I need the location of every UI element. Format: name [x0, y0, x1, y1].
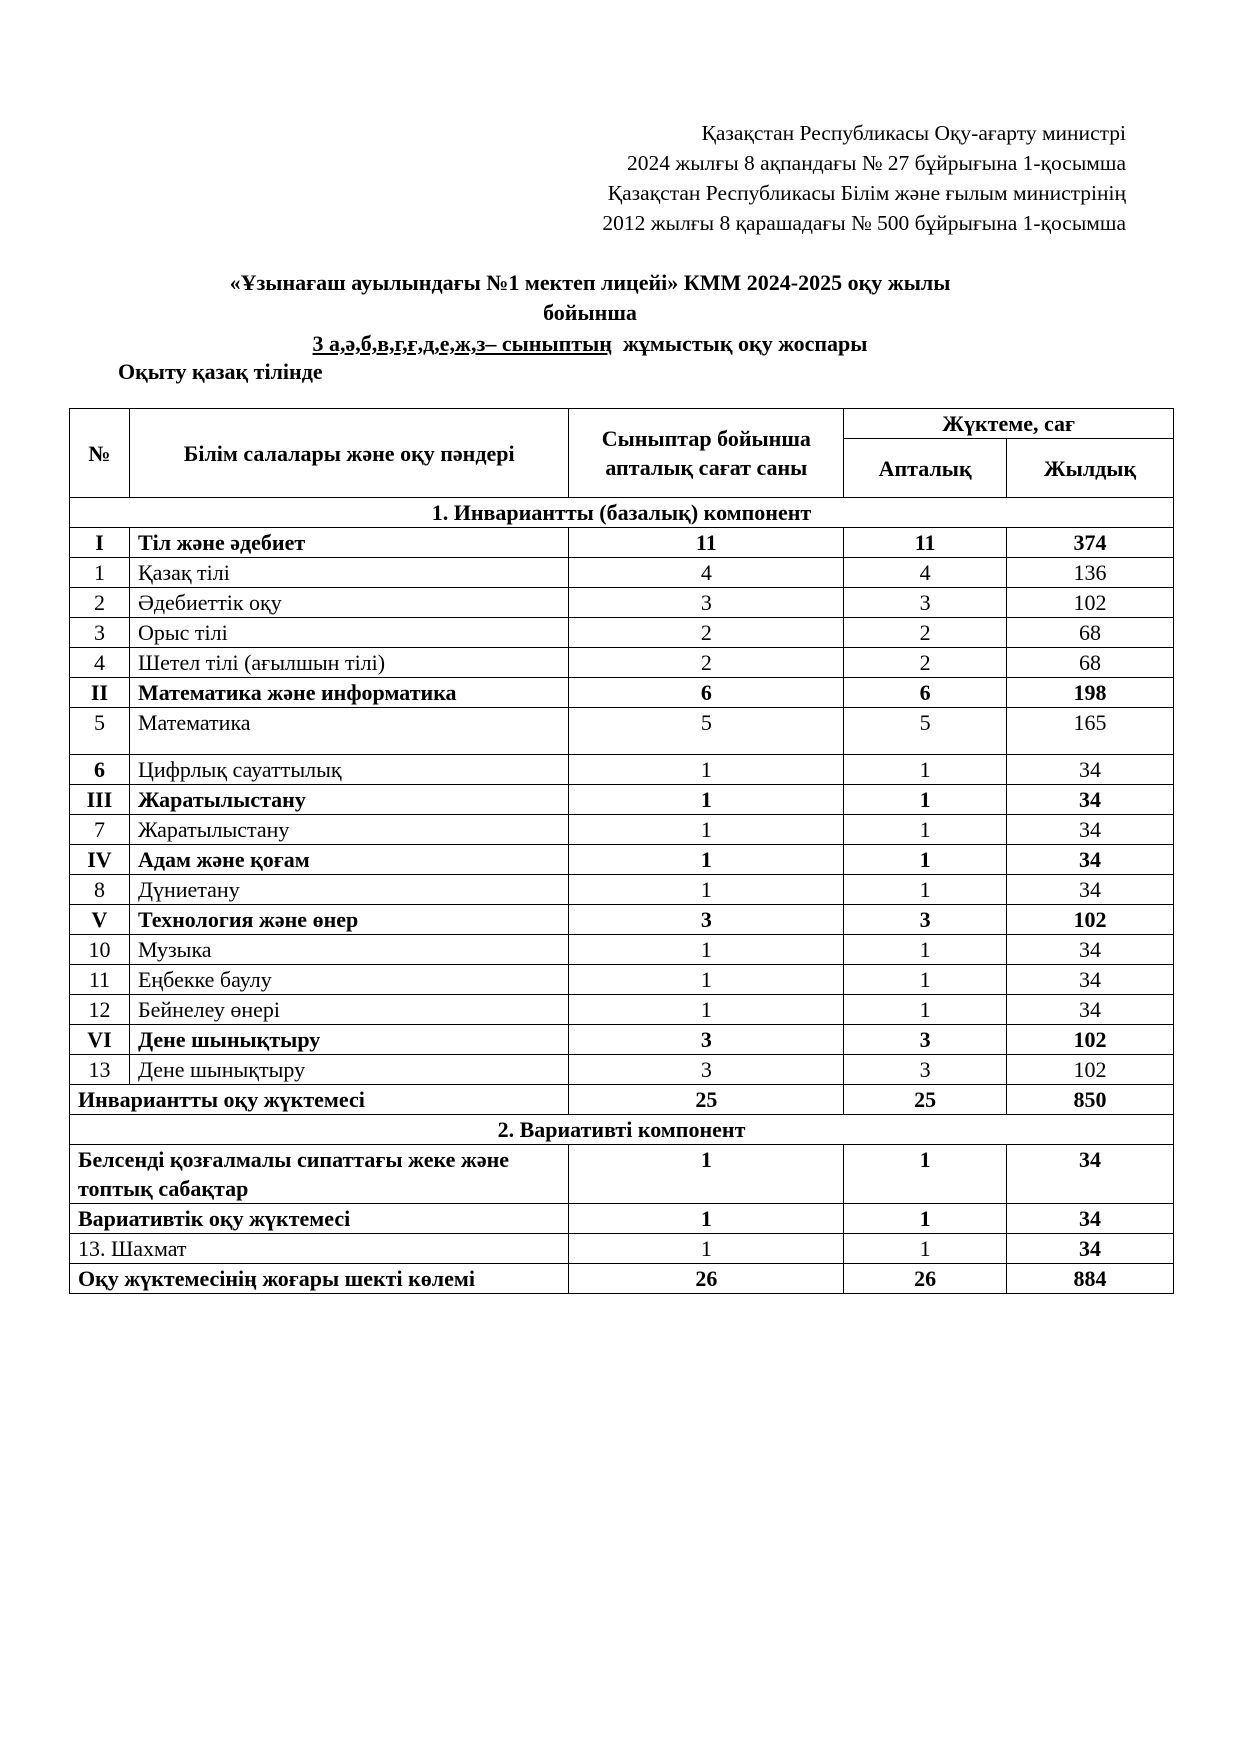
weekly-load: 1 — [844, 1234, 1007, 1264]
summary-label: Вариативтік оқу жүктемесі — [70, 1204, 569, 1234]
subject-row — [70, 755, 1174, 785]
yearly-load: 34 — [1007, 875, 1174, 905]
yearly-load: 850 — [1007, 1085, 1174, 1115]
section-title: 2. Вариативті компонент — [70, 1115, 1174, 1145]
yearly-load: 136 — [1007, 558, 1174, 588]
subject-name: Цифрлық сауаттылық — [129, 755, 569, 785]
subject-name: Тіл және әдебиет — [129, 528, 569, 558]
summary-label: Инвариантты оқу жүктемесі — [70, 1085, 569, 1115]
weekly-load: 26 — [844, 1264, 1007, 1294]
yearly-load: 102 — [1007, 1025, 1174, 1055]
hours-per-week-by-class: 2 — [569, 648, 844, 678]
max-load-row — [70, 1264, 1174, 1294]
summary-label: Оқу жүктемесінің жоғары шекті көлемі — [70, 1264, 569, 1294]
row-number: 12 — [70, 995, 130, 1025]
section-row — [70, 498, 1174, 528]
weekly-load: 1 — [844, 755, 1007, 785]
yearly-load: 374 — [1007, 528, 1174, 558]
yearly-load: 102 — [1007, 1055, 1174, 1085]
group-row — [70, 905, 1174, 935]
subject-row — [70, 995, 1174, 1025]
subject-row — [70, 618, 1174, 648]
subject-name: Адам және қоғам — [129, 845, 569, 875]
yearly-load: 165 — [1007, 708, 1174, 755]
yearly-load: 34 — [1007, 815, 1174, 845]
hours-per-week-by-class: 1 — [569, 995, 844, 1025]
subject-name: Дене шынықтыру — [129, 1055, 569, 1085]
document-title-cont: бойынша — [543, 300, 637, 325]
row-number: 5 — [70, 708, 130, 755]
invariant-total-row — [70, 1085, 1174, 1115]
weekly-load: 1 — [844, 875, 1007, 905]
row-number: 7 — [70, 815, 130, 845]
language-of-instruction: Оқыту қазақ тілінде — [118, 359, 323, 384]
yearly-load: 102 — [1007, 905, 1174, 935]
row-number: 4 — [70, 648, 130, 678]
subject-row — [70, 965, 1174, 995]
hours-per-week-by-class: 3 — [569, 1055, 844, 1085]
col-header-hours: Сыныптар бойынша апталық сағат саны — [569, 409, 844, 498]
subject-row — [70, 815, 1174, 845]
yearly-load: 34 — [1007, 995, 1174, 1025]
subject-row — [70, 588, 1174, 618]
subject-row — [70, 935, 1174, 965]
document-header — [602, 118, 1126, 238]
row-number: V — [70, 905, 130, 935]
summary-label: Белсенді қозғалмалы сипаттағы жеке және топтық сабақтар — [70, 1145, 569, 1204]
col-header-subject: Білім салалары және оқу пәндері — [129, 409, 569, 498]
hours-per-week-by-class: 1 — [569, 1145, 844, 1204]
header-line: 2012 жылғы 8 қарашадағы № 500 бұйрығына 1-қосымша — [602, 211, 1126, 235]
plan-name: жұмыстық оқу жоспары — [611, 331, 868, 356]
hours-per-week-by-class: 1 — [569, 875, 844, 905]
class-list: 3 а,ә,б,в,г,ғ,д,е,ж,з– сыныптың — [312, 331, 612, 356]
row-number: IV — [70, 845, 130, 875]
hours-per-week-by-class: 1 — [569, 815, 844, 845]
hours-per-week-by-class: 1 — [569, 785, 844, 815]
yearly-load: 34 — [1007, 965, 1174, 995]
weekly-load: 1 — [844, 815, 1007, 845]
weekly-load: 1 — [844, 1145, 1007, 1204]
subject-row — [70, 1055, 1174, 1085]
yearly-load: 68 — [1007, 648, 1174, 678]
hours-per-week-by-class: 3 — [569, 905, 844, 935]
weekly-load: 1 — [844, 965, 1007, 995]
weekly-load: 1 — [844, 785, 1007, 815]
curriculum-table — [69, 408, 1174, 1294]
subject-name: Жаратылыстану — [129, 785, 569, 815]
subject-name: Бейнелеу өнері — [129, 995, 569, 1025]
yearly-load: 102 — [1007, 588, 1174, 618]
hours-per-week-by-class: 25 — [569, 1085, 844, 1115]
subject-name: Музыка — [129, 935, 569, 965]
weekly-load: 6 — [844, 678, 1007, 708]
summary-label: 13. Шахмат — [70, 1234, 569, 1264]
yearly-load: 34 — [1007, 755, 1174, 785]
active-lessons-row — [70, 1145, 1174, 1204]
variative-total-row — [70, 1204, 1174, 1234]
weekly-load: 5 — [844, 708, 1007, 755]
col-header-no: № — [70, 409, 130, 498]
yearly-load: 34 — [1007, 785, 1174, 815]
section-title: 1. Инвариантты (базалық) компонент — [70, 498, 1174, 528]
hours-per-week-by-class: 1 — [569, 1234, 844, 1264]
hours-per-week-by-class: 1 — [569, 935, 844, 965]
hours-per-week-by-class: 3 — [569, 588, 844, 618]
subject-name: Технология және өнер — [129, 905, 569, 935]
weekly-load: 1 — [844, 1204, 1007, 1234]
chess-row — [70, 1234, 1174, 1264]
weekly-load: 1 — [844, 845, 1007, 875]
header-line: Қазақстан Республикасы Білім және ғылым министрінің — [607, 181, 1126, 205]
yearly-load: 198 — [1007, 678, 1174, 708]
group-row — [70, 528, 1174, 558]
header-line: 2024 жылғы 8 ақпандағы № 27 бұйрығына 1-қосымша — [626, 151, 1126, 175]
row-number: I — [70, 528, 130, 558]
yearly-load: 884 — [1007, 1264, 1174, 1294]
subject-name: Жаратылыстану — [129, 815, 569, 845]
subject-name: Қазақ тілі — [129, 558, 569, 588]
yearly-load: 34 — [1007, 1145, 1174, 1204]
row-number: 11 — [70, 965, 130, 995]
document-subtitle — [0, 328, 1180, 359]
subject-name: Дене шынықтыру — [129, 1025, 569, 1055]
weekly-load: 2 — [844, 648, 1007, 678]
col-header-yearly: Жылдық — [1007, 439, 1174, 498]
hours-per-week-by-class: 11 — [569, 528, 844, 558]
yearly-load: 34 — [1007, 1204, 1174, 1234]
group-row — [70, 678, 1174, 708]
subject-name: Математика және информатика — [129, 678, 569, 708]
subject-row — [70, 875, 1174, 905]
row-number: 8 — [70, 875, 130, 905]
hours-per-week-by-class: 1 — [569, 755, 844, 785]
section-row — [70, 1115, 1174, 1145]
hours-per-week-by-class: 3 — [569, 1025, 844, 1055]
hours-per-week-by-class: 5 — [569, 708, 844, 755]
weekly-load: 3 — [844, 588, 1007, 618]
group-row — [70, 845, 1174, 875]
row-number: 2 — [70, 588, 130, 618]
weekly-load: 4 — [844, 558, 1007, 588]
row-number: 10 — [70, 935, 130, 965]
subject-name: Дүниетану — [129, 875, 569, 905]
weekly-load: 11 — [844, 528, 1007, 558]
yearly-load: 34 — [1007, 935, 1174, 965]
yearly-load: 34 — [1007, 1234, 1174, 1264]
group-row — [70, 1025, 1174, 1055]
row-number: III — [70, 785, 130, 815]
row-number: 6 — [70, 755, 130, 785]
group-row — [70, 785, 1174, 815]
document-title: «Ұзынағаш ауылындағы №1 мектеп лицейі» КММ 2024-2025 оқу жылы — [229, 270, 951, 295]
hours-per-week-by-class: 6 — [569, 678, 844, 708]
hours-per-week-by-class: 4 — [569, 558, 844, 588]
subject-row — [70, 648, 1174, 678]
weekly-load: 3 — [844, 1055, 1007, 1085]
col-header-load: Жүктеме, сағ — [844, 409, 1174, 439]
subject-row — [70, 558, 1174, 588]
subject-name: Орыс тілі — [129, 618, 569, 648]
weekly-load: 1 — [844, 935, 1007, 965]
weekly-load: 3 — [844, 905, 1007, 935]
header-row — [70, 409, 1174, 439]
subject-name: Еңбекке баулу — [129, 965, 569, 995]
hours-per-week-by-class: 26 — [569, 1264, 844, 1294]
subject-name: Шетел тілі (ағылшын тілі) — [129, 648, 569, 678]
row-number: 1 — [70, 558, 130, 588]
weekly-load: 25 — [844, 1085, 1007, 1115]
weekly-load: 3 — [844, 1025, 1007, 1055]
header-line: Қазақстан Республикасы Оқу-ағарту министрі — [701, 121, 1126, 145]
row-number: VI — [70, 1025, 130, 1055]
subject-name: Әдебиеттік оқу — [129, 588, 569, 618]
subject-row — [70, 708, 1174, 755]
subject-name: Математика — [129, 708, 569, 755]
row-number: 13 — [70, 1055, 130, 1085]
weekly-load: 2 — [844, 618, 1007, 648]
hours-per-week-by-class: 1 — [569, 1204, 844, 1234]
row-number: II — [70, 678, 130, 708]
yearly-load: 34 — [1007, 845, 1174, 875]
hours-per-week-by-class: 1 — [569, 845, 844, 875]
row-number: 3 — [70, 618, 130, 648]
yearly-load: 68 — [1007, 618, 1174, 648]
col-header-weekly: Апталық — [844, 439, 1007, 498]
hours-per-week-by-class: 1 — [569, 965, 844, 995]
weekly-load: 1 — [844, 995, 1007, 1025]
hours-per-week-by-class: 2 — [569, 618, 844, 648]
